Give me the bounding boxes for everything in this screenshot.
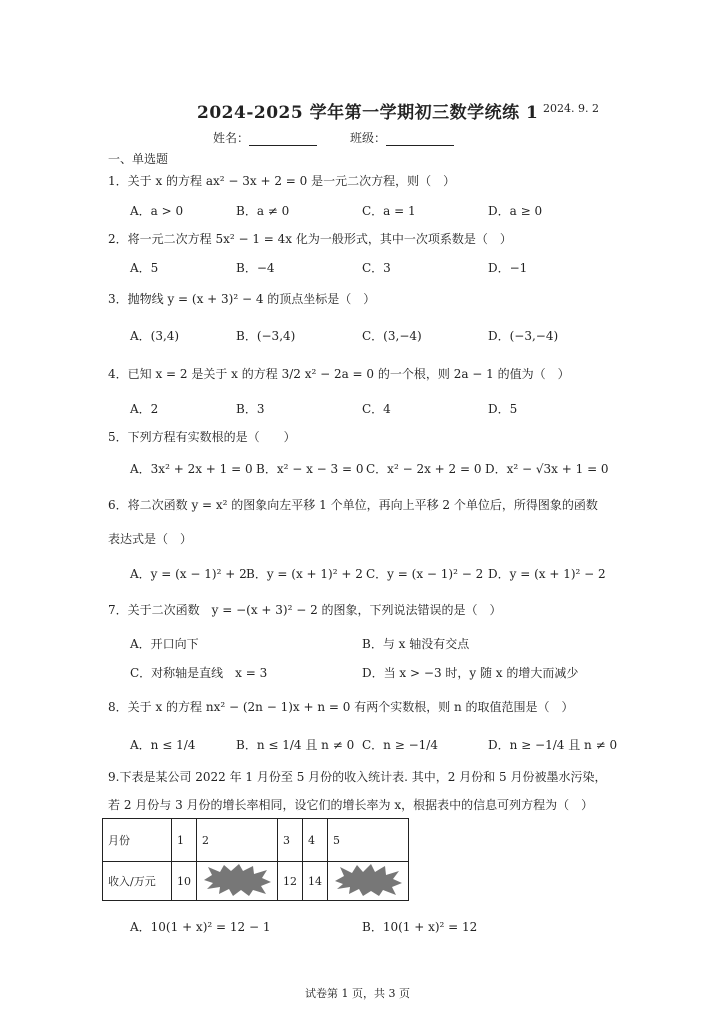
name-blank[interactable] xyxy=(249,133,317,146)
name-field[interactable] xyxy=(213,129,317,146)
table-cell: 5 xyxy=(328,819,409,862)
question-7: 7．关于二次函数 y = −(x + 3)² − 2 的图象，下列说法错误的是（ ） xyxy=(108,603,502,617)
page-title: 2024-2025 学年第一学期初三数学统练 1 xyxy=(197,103,539,123)
class-label: 班级： xyxy=(350,131,387,145)
table-cell: 10 xyxy=(172,862,197,901)
ink-stain-icon xyxy=(202,863,272,897)
section-heading: 一、单选题 xyxy=(108,152,169,166)
q7-option-b[interactable]: B．与 x 轴没有交点 xyxy=(362,637,470,651)
table-cell: 1 xyxy=(172,819,197,862)
class-field[interactable] xyxy=(350,129,454,146)
q3-option-c[interactable]: C．(3,−4) xyxy=(362,329,422,343)
q3-option-b[interactable]: B．(−3,4) xyxy=(236,329,296,343)
name-label: 姓名： xyxy=(213,131,250,145)
q7-option-d[interactable]: D．当 x > −3 时，y 随 x 的增大而减少 xyxy=(362,666,579,680)
q8-option-d[interactable]: D．n ≥ −1/4 且 n ≠ 0 xyxy=(488,738,618,752)
q3-option-a[interactable]: A．(3,4) xyxy=(130,329,180,343)
q5-option-d[interactable]: D．x² − √3x + 1 = 0 xyxy=(485,462,609,476)
q5-option-b[interactable]: B．x² − x − 3 = 0 xyxy=(256,462,364,476)
q6-option-a[interactable]: A．y = (x − 1)² + 2 xyxy=(130,567,247,581)
q1-option-a[interactable]: A．a > 0 xyxy=(130,204,184,218)
table-cell: 月份 xyxy=(103,819,172,862)
page-footer: 试卷第 1 页，共 3 页 xyxy=(305,987,410,1000)
question-6: 6．将二次函数 y = x² 的图象向左平移 1 个单位，再向上平移 2 个单位后，所得图象的函数 xyxy=(108,498,598,512)
q5-option-c[interactable]: C．x² − 2x + 2 = 0 xyxy=(366,462,482,476)
table-row xyxy=(103,862,409,901)
question-8: 8．关于 x 的方程 nx² − (2n − 1)x + n = 0 有两个实数根，则 n 的取值范围是（ ） xyxy=(108,700,574,714)
question-9-cont: 若 2 月份与 3 月份的增长率相同，设它们的增长率为 x，根据表中的信息可列方程为（ ） xyxy=(108,798,594,812)
q9-option-a[interactable]: A．10(1 + x)² = 12 − 1 xyxy=(130,920,271,934)
q1-option-d[interactable]: D．a ≥ 0 xyxy=(488,204,543,218)
q8-option-a[interactable]: A．n ≤ 1/4 xyxy=(130,738,196,752)
exam-date: 2024. 9. 2 xyxy=(543,102,599,115)
table-cell: 收入/万元 xyxy=(103,862,172,901)
class-blank[interactable] xyxy=(386,133,454,146)
q6-option-d[interactable]: D．y = (x + 1)² − 2 xyxy=(488,567,606,581)
q2-option-b[interactable]: B．−4 xyxy=(236,261,275,275)
table-cell: 3 xyxy=(278,819,303,862)
question-9: 9.下表是某公司 2022 年 1 月份至 5 月份的收入统计表. 其中，2 月份和 5 月份被墨水污染， xyxy=(108,770,607,784)
question-5: 5．下列方程有实数根的是（ ） xyxy=(108,430,296,444)
question-6-cont: 表达式是（ ） xyxy=(108,532,193,546)
q4-option-c[interactable]: C．4 xyxy=(362,402,391,416)
q2-option-d[interactable]: D．−1 xyxy=(488,261,528,275)
table-cell: 4 xyxy=(303,819,328,862)
revenue-table xyxy=(102,818,409,901)
q4-option-b[interactable]: B．3 xyxy=(236,402,265,416)
table-row xyxy=(103,819,409,862)
q2-option-c[interactable]: C．3 xyxy=(362,261,391,275)
q6-option-b[interactable]: B．y = (x + 1)² + 2 xyxy=(246,567,363,581)
ink-stain-cell xyxy=(328,862,409,901)
table-cell: 14 xyxy=(303,862,328,901)
ink-stain-cell xyxy=(197,862,278,901)
question-1: 1．关于 x 的方程 ax² − 3x + 2 = 0 是一元二次方程，则（ ） xyxy=(108,174,456,188)
q7-option-c[interactable]: C．对称轴是直线 x = 3 xyxy=(130,666,268,680)
q5-option-a[interactable]: A．3x² + 2x + 1 = 0 xyxy=(130,462,253,476)
q4-option-a[interactable]: A．2 xyxy=(130,402,159,416)
question-2: 2．将一元二次方程 5x² − 1 = 4x 化为一般形式，其中一次项系数是（ ） xyxy=(108,232,512,246)
q9-option-b[interactable]: B．10(1 + x)² = 12 xyxy=(362,920,478,934)
q1-option-c[interactable]: C．a = 1 xyxy=(362,204,416,218)
question-4: 4．已知 x = 2 是关于 x 的方程 3/2 x² − 2a = 0 的一个根，则 2a − 1 的值为（ ） xyxy=(108,367,570,381)
table-cell: 12 xyxy=(278,862,303,901)
q3-option-d[interactable]: D．(−3,−4) xyxy=(488,329,559,343)
q2-option-a[interactable]: A．5 xyxy=(130,261,159,275)
q6-option-c[interactable]: C．y = (x − 1)² − 2 xyxy=(366,567,484,581)
q1-option-b[interactable]: B．a ≠ 0 xyxy=(236,204,290,218)
q4-option-d[interactable]: D．5 xyxy=(488,402,518,416)
q8-option-b[interactable]: B．n ≤ 1/4 且 n ≠ 0 xyxy=(236,738,355,752)
question-3: 3．抛物线 y = (x + 3)² − 4 的顶点坐标是（ ） xyxy=(108,292,376,306)
q8-option-c[interactable]: C．n ≥ −1/4 xyxy=(362,738,438,752)
q7-option-a[interactable]: A．开口向下 xyxy=(130,637,199,651)
ink-stain-icon xyxy=(333,863,403,897)
table-cell: 2 xyxy=(197,819,278,862)
